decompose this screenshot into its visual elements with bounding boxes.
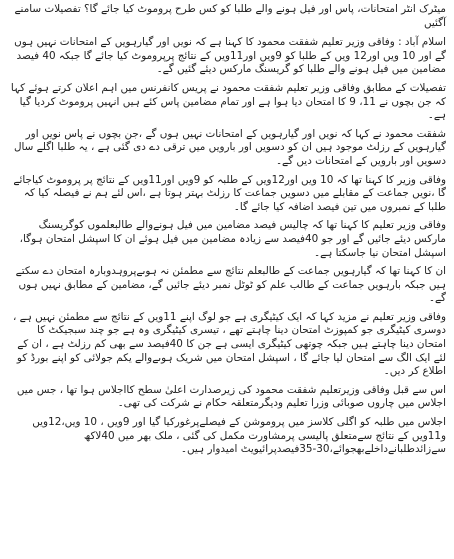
article-paragraph: وفاقی وزیر تعلیم نے مزید کہا کہ ایک کیٹیگری ہے جو لوگ اپنے 11ویں کے نتائج سے مطمئن نہیں ہے ، دوسری کیٹیگری جو کمپوزٹ امتحان دینا چاہتے تھے ، تیسری کیٹیگری وہ ہے جو چند سبجیکٹ کا امتحان دینا چاہتے ہیں جبکہ چوتھی کیٹیگری ایسی ہے جن کا 40فیصد سے بھی کم رزلٹ ہے ، ان کے لئے ایک الگ سے امتحان لیا جائے گا ، اسپشل امتحان میں شریک ہوںےوالے یکم جولائی کو اپنے بورڈ کو اطلاع کر دیں۔	[13, 310, 446, 378]
article-paragraph: اسلام آباد : وفاقی وزیر تعلیم شفقت محمود کا کہنا ہے کہ نویں اور گیارہویں کے امتحانات نہیں ہوں گے اور 10 ویں اور12 ویں کے طلبا کو 9ویں اور11ویں کے نتائج پرپروموٹ کیا جائے گا جبکہ 40 فیصد مضامین میں فیل ہونے والے طلبا کو گریسنگ مارکس دیئے گئیں گے۔	[14, 36, 446, 76]
article-paragraph: اجلاس میں طلبہ کو اگلی کلاسز میں پروموشن کے فیصلےپرغورکیا گیا اور 9ویں ، 10 ویں،12ویں و11ویں کے نتائج سےمتعلق پالیسی پرمشاورت مکمل کی گئی ، ملک بھر میں 40لاکھ سےزائدطلبانےداخلےبھجوائے،30-35فیصدپرائیویٹ امیدوار ہیں۔	[32, 416, 446, 456]
article-paragraph: وفاقی وزیر تعلیم کا کہنا تھا کہ چالیس فیصد مضامین میں فیل ہونےوالے طالبعلموں کوگریسنگ مارکس دیئے جائیں گے اور جو 40فیصد سے زیادہ مضامین میں فیل ہوئے ان کا اسپشل امتحان ہوگا، اسپشل امتحان نیا جاسکتا ہے۔	[19, 219, 446, 259]
article-paragraph: اس سے قبل وفاقی وزیرتعلیم شفقت محمود کی زیرصدارت اعلیٰ سطح کااجلاس ہوا تھا ، جس میں اجلاس میں چاروں صوبائی وزرا تعلیم ودیگرمتعلقہ حکام نے شرکت کی تھی۔	[16, 383, 446, 410]
article-paragraph: شفقت محمود نے کہا کہ نویں اور گیارہویں کے امتحانات نہیں ہوں گے ،جن بچوں نے پاس نویں اور گیارہویں کے رزلٹ موجود ہیں ان کو دسویں اور بارویں میں ترقی دے دی گئی ہے ، یہ طلبا اگلے سال دسویں اور بارویں کے امتحانات دیں گے۔	[13, 127, 446, 167]
article-paragraph: ان کا کہنا تھا کہ گیارہویں جماعت کے طالبعلم نتائج سے مطمئن نہ ہوںےپروہدوبارہ امتحان دے سکتے ہیں جبکہ بارہویں جماعت کے طالب علم کو ٹوٹل نمبر دیئے جائیں گے، مضامین کے مطابق نہیں ہوں گے۔	[15, 265, 446, 305]
article-paragraph: تفصیلات کے مطابق وفاقی وزیر تعلیم شفقت محمود نے پریس کانفرنس میں اہم اعلان کرتے ہوئے کہا کہ جن بچوں نے 11، 9 کا امتحان دیا ہوا ہے اور تمام مضامین پاس کئے ہیں انہیں پروموٹ کردیا گیا ہے۔	[10, 81, 446, 122]
article-paragraph: وفاقی وزیر کا کہنا تھا کہ 10 ویں اور12ویں کے طلبہ کو 9ویں اور11ویں کے نتائج پر پروموٹ کیاجائے گا ،نویں جماعت کے مقابلے میں دسویں جماعت کا رزلٹ بہتر ہوتا ہے ،اس لئے ہم نے فیصلہ کیا کہ طلبا کے نمبروں میں تین فیصد اضافہ کیا جائے گا۔	[13, 173, 446, 213]
article-headline: میٹرک انٹر امتحانات، پاس اور فیل ہونے والے طلبا کو کس طرح پروموٹ کیا جائے گا؟ تفصیلات سامنے آگئیں	[14, 3, 446, 29]
